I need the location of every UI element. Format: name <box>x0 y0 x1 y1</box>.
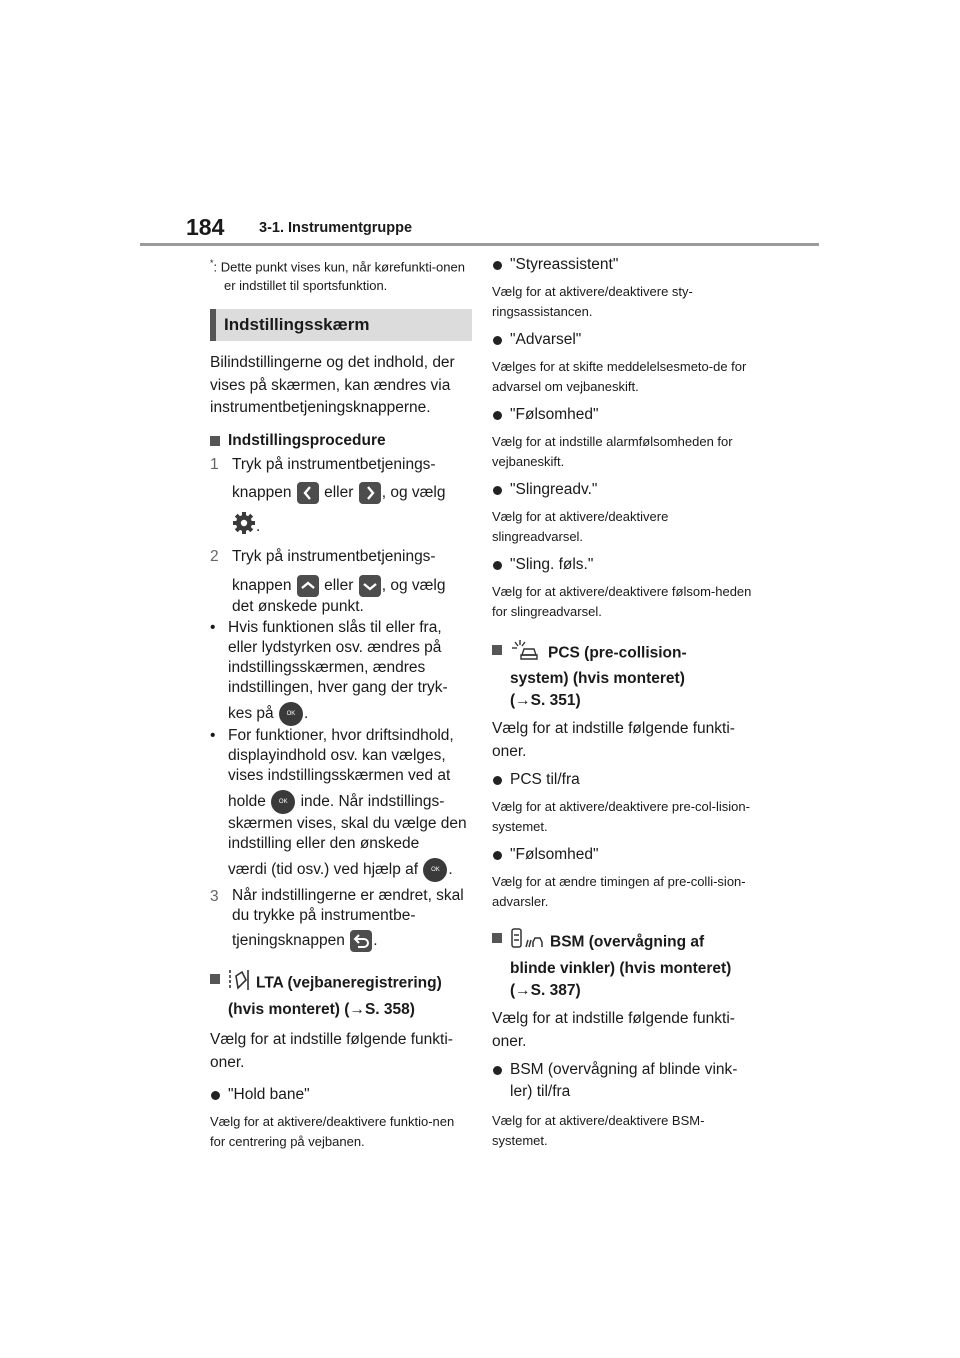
step-2-text-d: , og vælg <box>381 577 446 595</box>
bullet-item-1 <box>210 618 472 726</box>
setting-description: Vælges for at skifte meddelelsesmeto-de for advarsel om vejbaneskift. <box>492 359 747 394</box>
hold-lane-description: Vælg for at aktivere/deaktivere funktio-nen for centrering på vejbanen. <box>210 1114 455 1149</box>
bsm-heading: BSM (overvågning af blinde vinkler) (hvis monteret) (→S. 387) <box>492 927 754 1002</box>
lta-icon <box>228 968 250 999</box>
lta-intro: Vælg for at indstille følgende funkti-oner. <box>210 1031 453 1071</box>
step-2-text-b: knappen <box>232 577 292 595</box>
gear-icon <box>232 511 256 543</box>
step-number: 3 <box>210 887 219 905</box>
step-2 <box>210 546 472 615</box>
pcs-item-description: Vælg for at ændre timingen af pre-colli-sion-advarsler. <box>492 874 746 909</box>
setting-description: Vælg for at aktivere/deaktivere sty-ringsassistancen. <box>492 284 693 319</box>
footnote-text: : Dette punkt vises kun, når kørefunkti-onen er indstillet til sportsfunktion. <box>213 259 465 294</box>
setting-item <box>492 329 754 351</box>
section-title <box>210 309 472 341</box>
arrow-right-button-icon <box>359 482 381 504</box>
pcs-title-line-2: system) (hvis monteret) <box>510 670 685 687</box>
bsm-icon <box>510 927 544 958</box>
step-3 <box>210 886 472 953</box>
setting-title: "Sling. føls." <box>510 556 594 573</box>
square-bullet-icon <box>210 974 220 984</box>
step-2-text-c: eller <box>324 577 354 595</box>
bullet-dot-icon <box>493 411 502 420</box>
bullet-dot-icon <box>493 561 502 570</box>
section-title-text: Indstillingsskærm <box>224 315 370 335</box>
arrow-right-icon: → <box>515 982 531 999</box>
step-3-text-b: tjeningsknappen <box>232 931 345 949</box>
setting-item <box>492 554 754 576</box>
arrow-right-icon: → <box>349 1001 365 1019</box>
footnote-marker: * <box>210 258 214 268</box>
step-1-text-e: . <box>256 517 261 535</box>
step-1-text: Tryk på instrumentbetjenings- <box>232 455 436 473</box>
lta-heading <box>210 968 472 1021</box>
square-bullet-icon <box>492 933 502 943</box>
arrow-right-icon: → <box>515 692 531 709</box>
bullet-icon: • <box>210 726 216 744</box>
arrow-left-button-icon <box>297 482 319 504</box>
bullet-icon: • <box>210 618 216 636</box>
ok-button-icon: OK <box>279 702 303 726</box>
pcs-title-line-1: PCS (pre-collision- <box>548 644 687 662</box>
pcs-item-description: Vælg for at aktivere/deaktivere pre-col-lision-systemet. <box>492 799 750 834</box>
pcs-heading: PCS (pre-collision- system) (hvis monteret) (→S. 351) <box>492 639 754 712</box>
bullet-2-text-b: holde <box>228 792 266 810</box>
bullet-dot-icon <box>493 261 502 270</box>
lta-title: LTA (vejbaneregistrering) (hvis monteret) ( <box>228 974 442 1019</box>
arrow-up-button-icon <box>297 575 319 597</box>
bsm-intro: Vælg for at indstille følgende funkti-oner. <box>492 1010 735 1050</box>
left-column <box>210 254 472 1151</box>
square-bullet-icon <box>210 436 220 446</box>
bullet-dot-icon <box>493 336 502 345</box>
bullet-dot-icon <box>493 486 502 495</box>
square-bullet-icon <box>492 645 502 655</box>
step-2-text-e: det ønskede punkt. <box>232 597 364 615</box>
page-number: 184 <box>186 214 225 240</box>
bullet-2-text-d: skærmen vises, skal du vælge den indstilling eller den ønskede <box>228 814 467 852</box>
step-2-text: Tryk på instrumentbetjenings- <box>232 548 436 566</box>
step-1-text-d: , og vælg <box>381 484 446 502</box>
step-3-text: Når indstillingerne er ændret, skal du trykke på instrumentbe- <box>232 886 464 924</box>
bsm-item <box>492 1059 754 1103</box>
bullet-2-text: For funktioner, hvor driftsindhold, displayindhold osv. kan vælges, vises indstillingsskærmen ved at <box>228 726 454 784</box>
step-3-text-c: . <box>373 931 378 949</box>
setting-title: "Slingreadv." <box>510 481 598 498</box>
bsm-item-title: BSM (overvågning af blinde vink-ler) til/fra <box>510 1061 738 1100</box>
bullet-dot-icon <box>493 851 502 860</box>
pcs-item <box>492 769 754 791</box>
bsm-title-line-1: BSM (overvågning af <box>550 933 705 951</box>
pcs-item-title: PCS til/fra <box>510 771 580 788</box>
procedure-title: Indstillingsprocedure <box>228 431 386 449</box>
setting-title: "Advarsel" <box>510 331 582 348</box>
setting-item <box>492 254 754 276</box>
bullet-dot-icon <box>493 1066 502 1075</box>
lta-page-reference[interactable]: S. 358) <box>364 1001 415 1019</box>
bsm-title-line-2: blinde vinkler) (hvis monteret) <box>510 960 732 977</box>
setting-title: "Styreassistent" <box>510 256 619 273</box>
step-1 <box>210 454 472 543</box>
bullet-2-text-f: . <box>448 860 453 878</box>
pcs-page-reference[interactable]: S. 351) <box>530 692 581 709</box>
step-1-text-c: eller <box>324 484 354 502</box>
bullet-1-text: Hvis funktionen slås til eller fra, eller lydstyrken osv. ændres på indstillingsskærmen, ændres indstillingen, hver gang der tryk- <box>228 618 448 696</box>
bullet-2-text-e: værdi (tid osv.) ved hjælp af <box>228 860 419 878</box>
arrow-down-button-icon <box>359 575 381 597</box>
pcs-item <box>492 844 754 866</box>
bullet-2-text-c: inde. Når indstillings- <box>300 792 445 810</box>
hold-lane-item <box>210 1084 472 1106</box>
back-button-icon <box>350 930 372 952</box>
pcs-intro: Vælg for at indstille følgende funkti-oner. <box>492 720 735 760</box>
step-number: 1 <box>210 455 219 473</box>
right-column <box>492 254 754 1150</box>
setting-item <box>492 479 754 501</box>
bullet-1-text-c: . <box>303 704 309 722</box>
bsm-item-description: Vælg for at aktivere/deaktivere BSM-systemet. <box>492 1113 705 1148</box>
procedure-heading <box>210 430 472 452</box>
bullet-dot-icon <box>493 776 502 785</box>
intro-paragraph: Bilindstillingerne og det indhold, der vises på skærmen, kan ændres via instrumentbetjeningsknapperne. <box>210 354 455 417</box>
hold-lane-title: "Hold bane" <box>228 1086 310 1104</box>
bullet-1-text-b: kes på <box>228 704 274 722</box>
ok-button-icon: OK <box>271 790 295 814</box>
setting-title: "Følsomhed" <box>510 406 599 423</box>
step-number: 2 <box>210 548 219 566</box>
pcs-item-title: "Følsomhed" <box>510 846 599 863</box>
footnote <box>210 254 472 295</box>
bsm-page-reference[interactable]: S. 387) <box>530 982 581 999</box>
setting-description: Vælg for at indstille alarmfølsomheden for vejbaneskift. <box>492 434 733 469</box>
setting-item <box>492 404 754 426</box>
ok-button-icon: OK <box>423 858 447 882</box>
step-1-text-b: knappen <box>232 484 292 502</box>
pcs-icon <box>510 639 542 668</box>
header-rule <box>140 243 819 246</box>
setting-description: Vælg for at aktivere/deaktivere følsom-heden for slingreadvarsel. <box>492 584 752 619</box>
bullet-dot-icon <box>211 1091 220 1100</box>
chapter-title: 3-1. Instrumentgruppe <box>259 220 413 236</box>
bullet-item-2 <box>210 726 472 882</box>
setting-description: Vælg for at aktivere/deaktivere slingreadvarsel. <box>492 509 669 544</box>
